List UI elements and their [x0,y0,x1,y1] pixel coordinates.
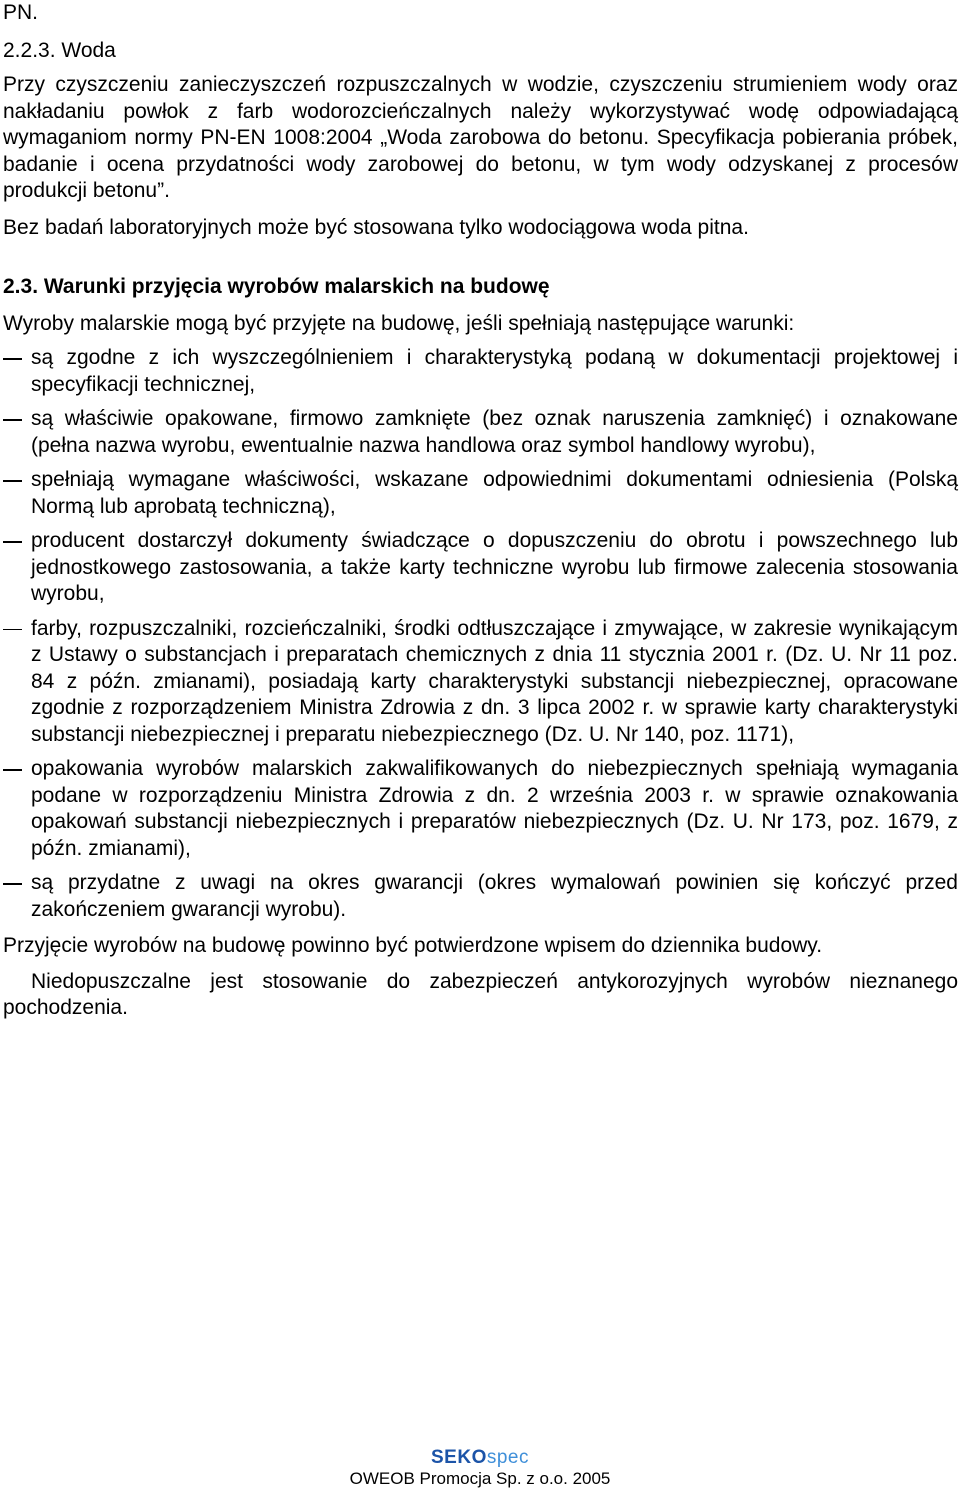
logo-text-seko: SEKO [431,1447,487,1468]
paragraph-water-requirements: Przy czyszczeniu zanieczyszczeń rozpuszczalnych w wodzie, czyszczeniu strumieniem wody oraz nakładaniu powłok z farb wodorozcieńczalnych należy wykorzystywać wodę odpowiadającą wymaganiom normy PN-EN 1008:2004 „Woda zarobowa do betonu. Specyfikacja pobierania próbek, badanie i ocena przydatności wody zarobowej do betonu, w tym wody odzyskanej z procesów produkcji betonu”. [3,73,958,202]
list-item [3,528,958,608]
list-item-text: są zgodne z ich wyszczególnieniem i charakterystyką podaną w dokumentacji projektowej i specyfikacji technicznej, [31,346,958,396]
logo-text-spec: spec [486,1447,529,1468]
list-item [3,870,958,923]
list-item-text: są przydatne z uwagi na okres gwarancji (okres wymalowań powinien się kończyć przed zakończeniem gwarancji wyrobu). [31,871,958,921]
dash-bullet-icon [3,419,22,421]
dash-bullet-icon [3,541,22,543]
list-item-text: są właściwie opakowane, firmowo zamknięte (bez oznak naruszenia zamknięć) i oznakowane (pełna nazwa wyrobu, ewentualnie nazwa handlowa oraz symbol handlowy wyrobu), [31,407,958,457]
list-item [3,616,958,749]
list-item [3,345,958,398]
list-item [3,467,958,520]
paragraph-tap-water: Bez badań laboratoryjnych może być stosowana tylko wodociągowa woda pitna. [3,215,749,239]
list-item [3,756,958,862]
section-heading-2-3: 2.3. Warunki przyjęcia wyrobów malarskich na budowę [3,275,550,298]
dash-bullet-icon [3,769,22,771]
section-heading-2-2-3: 2.2.3. Woda [3,38,116,62]
list-item [3,406,958,459]
list-item-text: opakowania wyrobów malarskich zakwalifikowanych do niebezpiecznych spełniają wymagania podane w rozporządzeniu Ministra Zdrowia z dn. 2 września 2003 r. w sprawie oznakowania opakowań substancji niebezpiecznych i preparatów niebezpiecznych (Dz. U. Nr 173, poz. 1679, z późn. zmianami), [31,757,958,860]
dash-bullet-icon [3,358,22,360]
document-body [3,0,958,1022]
sekospec-logo [0,1447,960,1468]
paragraph-acceptance-intro: Wyroby malarskie mogą być przyjęte na budowę, jeśli spełniają następujące warunki: [3,311,795,335]
footer-company: OWEOB Promocja Sp. z o.o. 2005 [349,1469,611,1488]
paragraph-acceptance-record: Przyjęcie wyrobów na budowę powinno być potwierdzone wpisem do dziennika budowy. [3,934,823,957]
paragraph-unknown-origin: Niedopuszczalne jest stosowanie do zabezpieczeń antykorozyjnych wyrobów nieznanego pochodzenia. [3,969,958,1019]
acceptance-conditions-list [3,345,958,923]
dash-bullet-icon [3,629,22,631]
dash-bullet-icon [3,480,22,482]
list-item-text: producent dostarczył dokumenty świadczące o dopuszczeniu do obrotu i powszechnego lub jednostkowego zastosowania, a także karty techniczne wyrobu lub firmowe zalecenia stosowania wyrobu, [31,529,958,605]
dash-bullet-icon [3,883,22,885]
page-footer [0,1447,960,1489]
list-item-text: spełniają wymagane właściwości, wskazane odpowiednimi dokumentami odniesienia (Polską Normą lub aprobatą techniczną), [31,468,958,518]
continued-text: PN. [3,1,39,24]
list-item-text: farby, rozpuszczalniki, rozcieńczalniki, środki odtłuszczające i zmywające, w zakresie wynikającym z Ustawy o substancjach i preparatach chemicznych z dnia 11 stycznia 2001 r. (Dz. U. Nr 11 poz. 84 z późn. zmianami), posiadają karty charakterystyki substancji niebezpiecznej, opracowane zgodnie z rozporządzeniem Ministra Zdrowia z dn. 3 lipca 2002 r. w sprawie karty charakterystyki substancji niebezpiecznej i preparatu niebezpiecznego (Dz. U. Nr 140, poz. 1171), [31,616,958,746]
